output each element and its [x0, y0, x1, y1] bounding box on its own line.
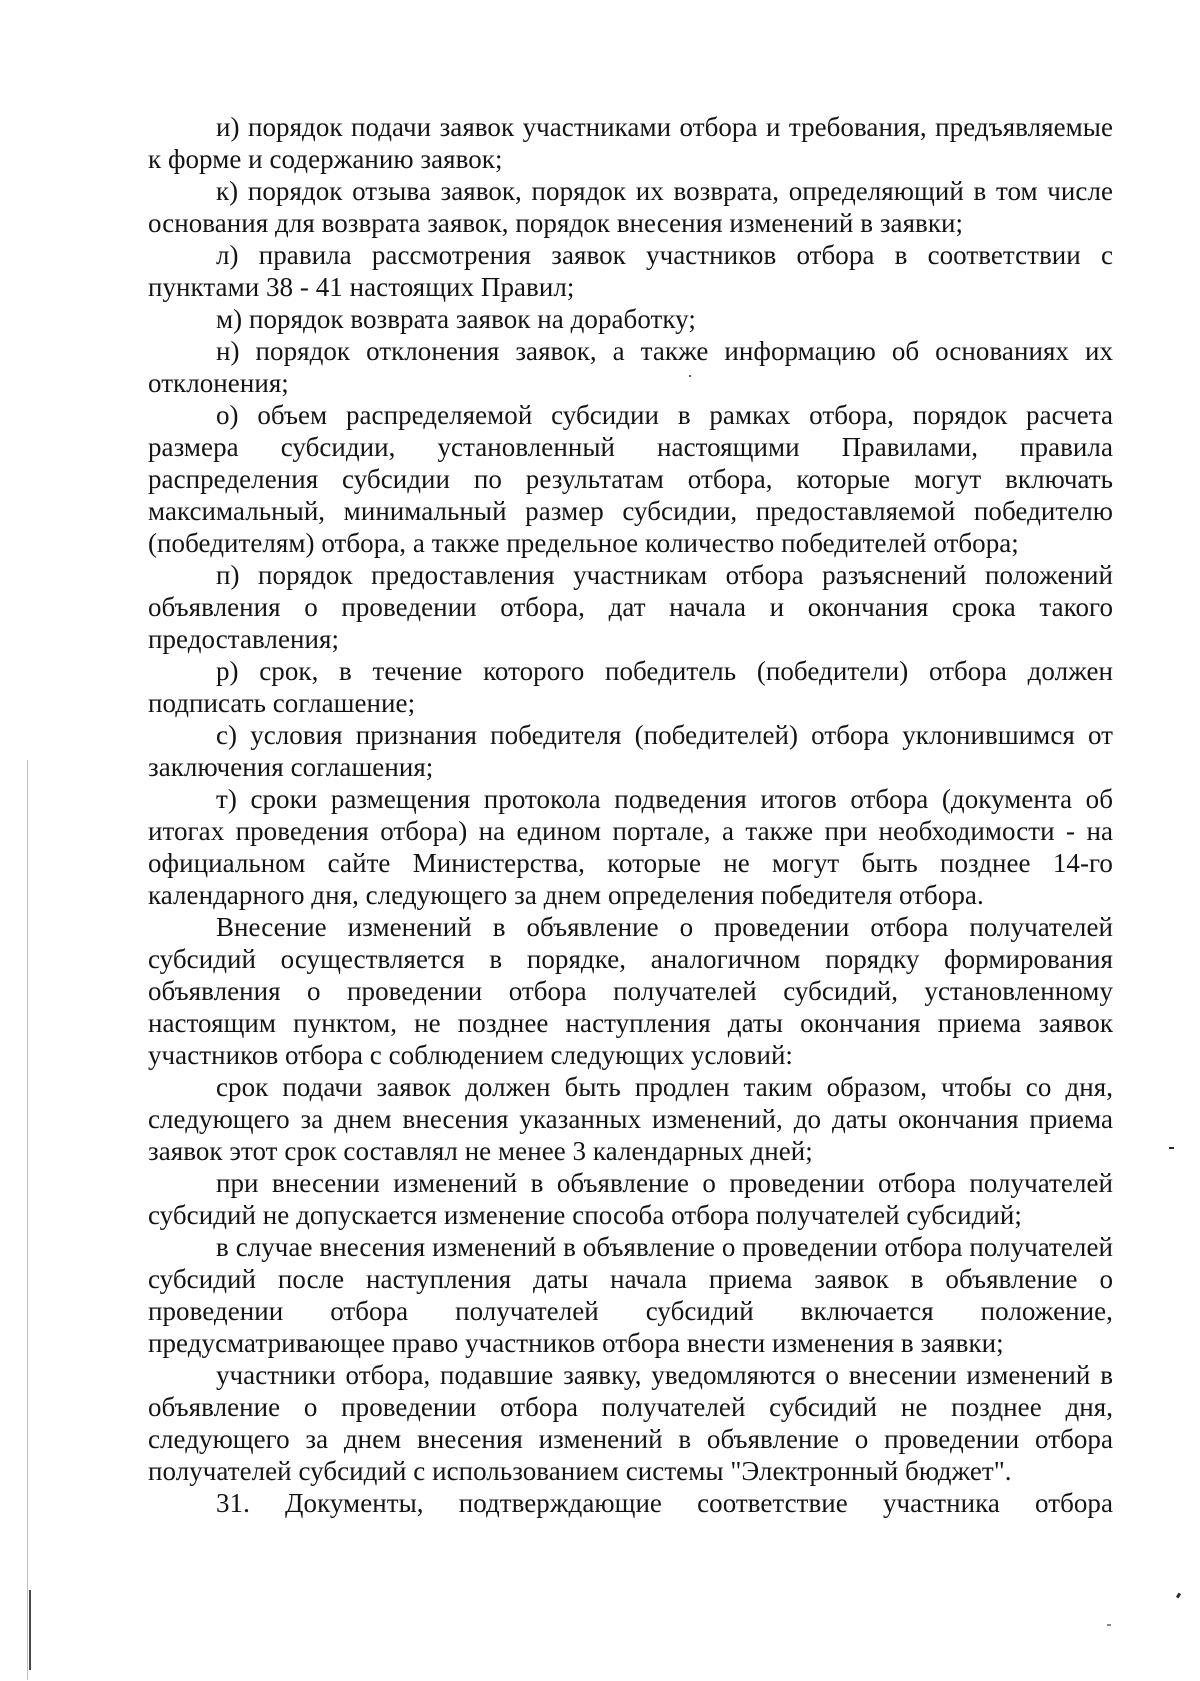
scan-speck — [1107, 1624, 1111, 1626]
paragraph-item-p: п) порядок предоставления участникам отбора разъяснений положений объявления о проведении отбора, дат начала и окончания срока такого предоставления; — [148, 560, 1113, 654]
paragraph-item-n: н) порядок отклонения заявок, а также информацию об основаниях их отклонения; — [148, 336, 1113, 398]
paragraph-condition-notification: участники отбора, подавшие заявку, уведомляются о внесении изменений в объявление о проведении отбора получателей субсидий не позднее дня, следующего за днем внесения изменений в объявление о проведении отбора получателей субсидий с использованием системы "Электронный бюджет". — [148, 1360, 1113, 1486]
paragraph-item-l: л) правила рассмотрения заявок участников отбора в соответствии с пунктами 38 - 41 настоящих Правил; — [148, 240, 1113, 302]
scan-speck — [1169, 1147, 1174, 1149]
scan-speck — [1176, 1593, 1181, 1599]
scan-edge-mark — [29, 1590, 31, 1670]
paragraph-item-o: о) объем распределяемой субсидии в рамках отбора, порядок расчета размера субсидии, установленный настоящими Правилами, правила распределения субсидии по результатам отбора, которые могут включать максимальный, минимальный размер субсидии, предоставляемой победителю (победителям) отбора, а также предельное количество победителей отбора; — [148, 400, 1113, 558]
paragraph-item-t: т) сроки размещения протокола подведения итогов отбора (документа об итогах проведения отбора) на едином портале, а также при необходимости - на официальном сайте Министерства, которые не могут быть позднее 14-го календарного дня, следующего за днем определения победителя отбора. — [148, 784, 1113, 910]
paragraph-item-i: и) порядок подачи заявок участниками отбора и требования, предъявляемые к форме и содержанию заявок; — [148, 112, 1113, 174]
paragraph-condition-changes: в случае внесения изменений в объявление о проведении отбора получателей субсидий после наступления даты начала приема заявок в объявление о проведении отбора получателей субсидий включается положение, предусматривающее право участников отбора внести изменения в заявки; — [148, 1232, 1113, 1358]
scan-edge-line — [27, 760, 28, 1680]
paragraph-condition-deadline: срок подачи заявок должен быть продлен таким образом, чтобы со дня, следующего за днем внесения указанных изменений, до даты окончания приема заявок этот срок составлял не менее 3 календарных дней; — [148, 1072, 1113, 1166]
paragraph-amendments: Внесение изменений в объявление о проведении отбора получателей субсидий осуществляется в порядке, аналогичном порядку формирования объявления о проведении отбора получателей субсидий, установленному настоящим пунктом, не позднее наступления даты окончания приема заявок участников отбора с соблюдением следующих условий: — [148, 912, 1113, 1070]
paragraph-condition-method: при внесении изменений в объявление о проведении отбора получателей субсидий не допускается изменение способа отбора получателей субсидий; — [148, 1168, 1113, 1230]
paragraph-item-k: к) порядок отзыва заявок, порядок их возврата, определяющий в том числе основания для возврата заявок, порядок внесения изменений в заявки; — [148, 176, 1113, 238]
paragraph-section-31: 31. Документы, подтверждающие соответствие участника отбора — [216, 1488, 1113, 1518]
document-body — [148, 111, 1113, 1519]
paragraph-item-m: м) порядок возврата заявок на доработку; — [216, 304, 696, 334]
paragraph-item-s: с) условия признания победителя (победителей) отбора уклонившимся от заключения соглашения; — [148, 720, 1113, 782]
paragraph-item-r: р) срок, в течение которого победитель (победители) отбора должен подписать соглашение; — [148, 656, 1113, 718]
